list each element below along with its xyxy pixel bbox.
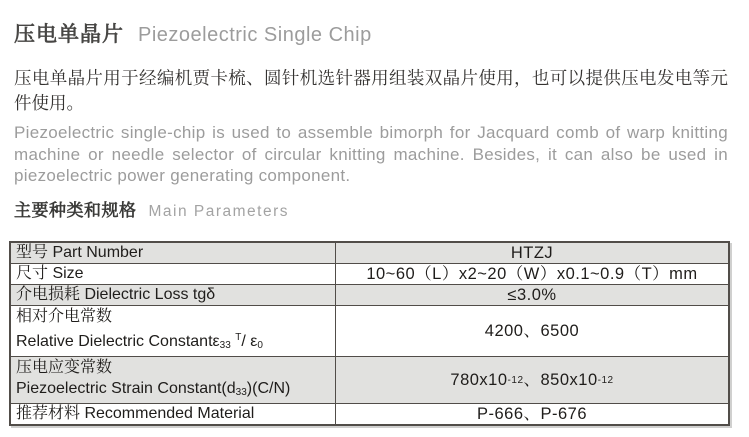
table-cell-label: [11, 243, 336, 263]
text-run: 、850x10: [523, 370, 598, 389]
text-run: / ε: [241, 333, 258, 350]
table-label-line: [16, 404, 335, 424]
page-title-cn: 压电单晶片: [14, 23, 124, 46]
table-cell-value: [336, 243, 728, 263]
text-run: 尺寸 Size: [16, 265, 84, 282]
text-run: 型号 Part Number: [16, 244, 144, 261]
text-run-sup: -12: [597, 374, 614, 386]
text-run: 介电损耗 Dielectric Loss tgδ: [16, 286, 216, 303]
table-cell-label: [11, 404, 336, 424]
table-label-line: [16, 378, 335, 403]
section-heading-en: Main Parameters: [148, 203, 290, 220]
section-heading-cn: 主要种类和规格: [14, 201, 137, 220]
text-run: 10~60（L）x2~20（W）x0.1~0.9（T）mm: [366, 265, 698, 283]
table-label-line: [16, 285, 335, 305]
text-run: HTZJ: [510, 244, 554, 262]
table-cell-label: [11, 285, 336, 305]
table-row: [11, 263, 728, 284]
text-run-sub: 33: [235, 387, 247, 398]
text-run: P-666、P-676: [476, 405, 588, 423]
table-row: [11, 284, 728, 305]
table-cell-label: [11, 306, 336, 356]
text-run: 压电应变常数: [16, 359, 113, 376]
text-run-sub: 0: [257, 340, 263, 351]
text-run: 相对介电常数: [16, 308, 113, 325]
text-run-sub: 33: [219, 340, 231, 351]
parameters-table: [9, 241, 730, 426]
page-title-en: Piezoelectric Single Chip: [138, 24, 372, 46]
text-run: )(C/N): [246, 380, 291, 397]
table-row: [11, 243, 728, 263]
table-cell-value: [336, 306, 728, 356]
text-run: Relative Dielectric Constant: [16, 333, 213, 350]
intro-paragraph-en: Piezoelectric single-chip is used to assemble bimorph for Jacquard comb of warp knitting machine or needle selector of circular knitting machine. Besides, it can also be used in piezoelectric power generating component.: [14, 123, 728, 185]
text-run: 780x10: [450, 370, 508, 389]
table-cell-value: [336, 285, 728, 305]
table-cell-value: [336, 357, 728, 403]
table-cell-label: [11, 357, 336, 403]
text-run: 4200、6500: [484, 321, 580, 340]
table-label-line: [16, 306, 335, 327]
section-heading: [14, 196, 289, 221]
table-row: [11, 403, 728, 424]
table-label-line: [16, 357, 335, 378]
table-label-line: [16, 327, 335, 356]
text-run: 推荐材料 Recommended Material: [16, 405, 255, 422]
table-cell-value: [336, 404, 728, 424]
intro-paragraph-cn: 压电单晶片用于经编机贾卡梳、圆针机选针器用组装双晶片使用，也可以提供压电发电等元件使用。: [14, 68, 728, 113]
table-label-line: [16, 243, 335, 263]
text-run: ε: [212, 333, 220, 350]
table-cell-value: [336, 264, 728, 284]
table-cell-label: [11, 264, 336, 284]
table-label-line: [16, 264, 335, 284]
table-row: [11, 356, 728, 403]
text-run-sup: T: [235, 332, 242, 343]
text-run: ≤3.0%: [507, 286, 557, 304]
page-title: [14, 18, 372, 48]
text-run-sup: -12: [507, 374, 524, 386]
table-row: [11, 305, 728, 356]
text-run: Piezoelectric Strain Constant(d: [16, 380, 236, 397]
